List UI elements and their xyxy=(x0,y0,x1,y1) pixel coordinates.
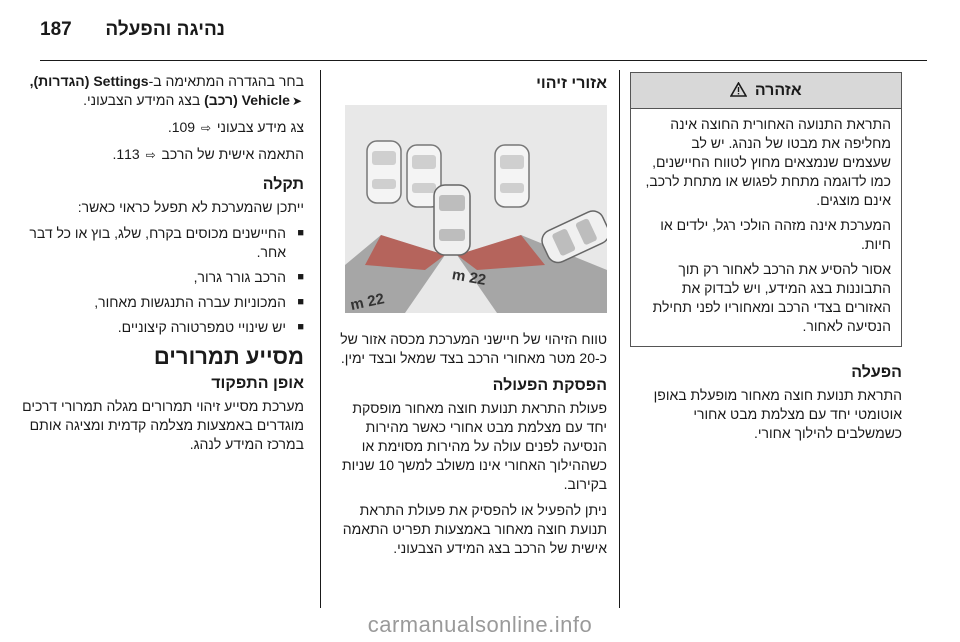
page-number: 187 xyxy=(40,19,72,40)
detection-zones-text: טווח הזיהוי של חיישני המערכת מכסה אזור של כ-20 מטר מאחורי הרכב בצד שמאל ובצד ימין. xyxy=(340,331,607,366)
fault-list xyxy=(6,224,304,337)
settings-instruction: בחר בהגדרה המתאימה ב-Settings (הגדרות), ➤Vehicle (רכב) בצג המידע הצבעוני. xyxy=(29,73,304,108)
stop-operation-text: פעולת התראת תנועת חוצה מאחור מופסקת יחד עם מצלמת מבט אחורי כאשר מהירות הנסיעה לפנים עולה על מהירות מסוימת או כשההילוך האחורי אינו משולב למשך 10 שניות בקירוב. xyxy=(341,400,607,492)
page-header xyxy=(0,0,960,62)
list-item: ■ הרכב גורר גרור, xyxy=(6,268,304,287)
chapter-title: נהיגה והפעלה xyxy=(105,19,225,40)
page-reference-icon: ⇨ xyxy=(145,148,156,162)
section-heading: מסייע תמרורים xyxy=(153,344,304,369)
column-divider-right xyxy=(619,70,620,608)
stop-operation-text-2: ניתן להפעיל או להפסיק את פעולת התראת תנועת חוצה מאחור באמצעות תפריט התאמה אישית של הרכב בצג המידע הצבעוני. xyxy=(342,502,607,556)
list-item: ■ המכוניות עברה התנגשות מאחור, xyxy=(6,293,304,312)
section-text: מערכת מסייע זיהוי תמרורים מגלה תמרורי דרכים מוגדרים באמצעות מצלמה קדמית ומציגה אותם במרכז המידע לנהג. xyxy=(22,398,304,452)
watermark: carmanualsonline.info xyxy=(367,612,593,637)
subsection-heading: אופן התפקוד xyxy=(211,375,304,392)
column-middle xyxy=(333,72,607,565)
warning-box xyxy=(630,72,902,347)
column-left xyxy=(6,72,304,461)
detection-zones-heading: אזורי זיהוי xyxy=(536,75,607,92)
list-item: ■ יש שינויי טמפרטורה קיצוניים. xyxy=(6,318,304,337)
warning-title: אזהרה xyxy=(631,73,901,109)
column-divider-left xyxy=(320,70,321,608)
warning-triangle-icon xyxy=(730,82,747,97)
warning-paragraph: התראת התנועה האחורית החוצה אינה מחליפה את מבטו של הנהג. יש לב שעצמים שנמצאים מחוץ לטווח החיישנים, כמו לדוגמה מתחת לפגוש או מתחת לרכב, אינם מוצגים. xyxy=(645,116,891,208)
fault-intro: ייתכן שהמערכת לא תפעל כראוי כאשר: xyxy=(77,199,304,215)
distance-label-left: 22 m xyxy=(348,290,386,313)
arrow-icon: ➤ xyxy=(291,94,302,108)
settings-menu-label: Settings xyxy=(93,73,149,89)
warning-paragraph: אסור להסיע את הרכב לאחור רק תוך התבוננות בצג המידע, ויש לבדוק את האזורים בצדי הרכב ומאחוריו לפני תחילת הנסיעה לאחור. xyxy=(652,261,891,334)
vehicle-menu-label: Vehicle (רכב) xyxy=(204,92,290,108)
list-item: ■ החיישנים מכוסים בקרח, שלג, בוץ או כל דבר אחר. xyxy=(6,224,304,262)
column-right xyxy=(630,72,902,450)
operation-heading: הפעלה xyxy=(851,364,902,381)
parked-car xyxy=(495,145,529,207)
distance-label-right: 22 m xyxy=(450,266,488,289)
detection-zones-illustration xyxy=(345,105,607,313)
reference-color-info-display: צג מידע צבעוני ⇨ 109. xyxy=(167,119,304,135)
reversing-car xyxy=(434,185,470,255)
warning-body xyxy=(631,109,901,346)
fault-heading: תקלה xyxy=(262,176,304,193)
operation-text: התראת תנועת חוצה מאחור מופעלת באופן אוטומטי יחד עם מצלמת מבט אחורי כשמשלבים להילוך אחורי. xyxy=(653,387,902,441)
page-reference-icon: ⇨ xyxy=(200,121,212,135)
reference-vehicle-personalization: התאמה אישית של הרכב ⇨ 113. xyxy=(112,146,304,162)
parked-car xyxy=(367,141,401,203)
warning-paragraph: המערכת אינה מזהה הולכי רגל, ילדים או חיות. xyxy=(660,217,891,252)
header-rule xyxy=(40,60,927,61)
stop-operation-heading: הפסקת הפעולה xyxy=(492,377,607,394)
